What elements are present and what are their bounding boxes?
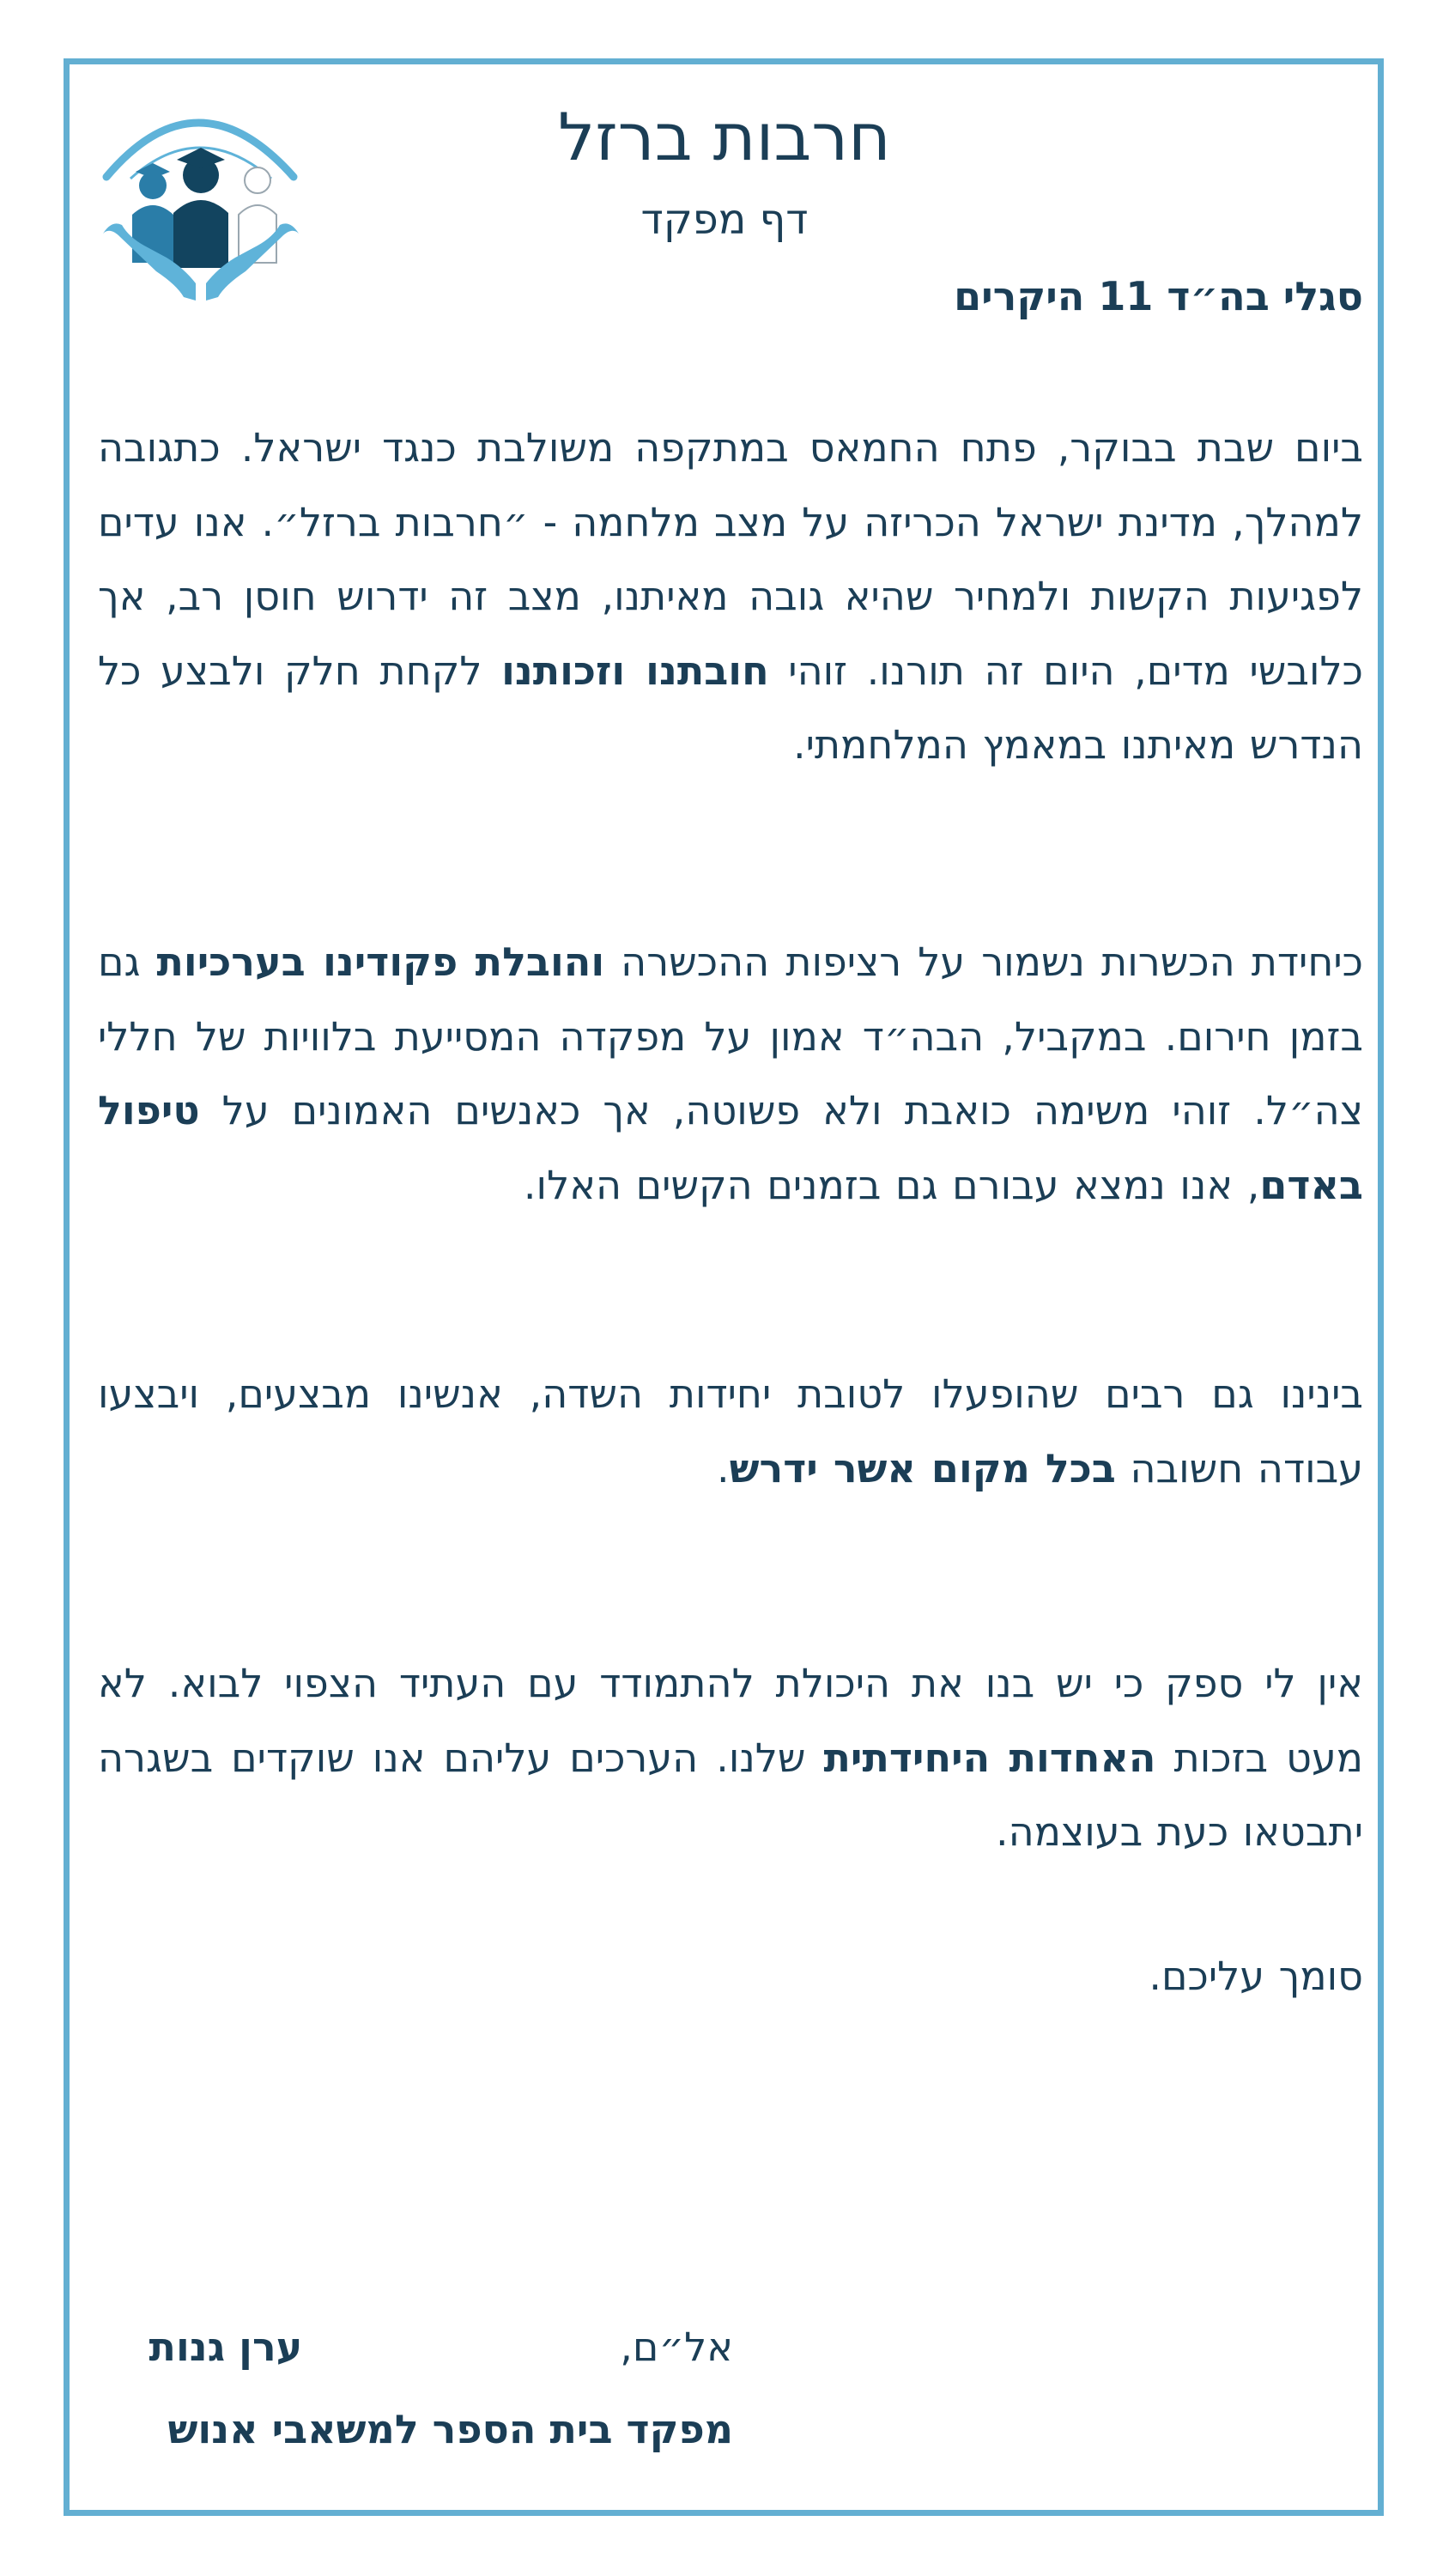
paragraph-text: , אנו נמצא עבורם גם בזמנים הקשים האלו. [523,1161,1260,1208]
emphasis-text: והובלת פקודינו בערכיות [156,939,605,985]
paragraph-text: סומך עליכם. [1149,1953,1363,1999]
emphasis-text: חובתנו וזכותנו [501,647,769,694]
emphasis-text: טיפול באדם [98,1087,1363,1208]
paragraph-5 [98,1939,1363,2014]
paragraph-text: לקחת חלק ולבצע כל הנדרש מאיתנו במאמץ המלחמתי. [98,647,1363,768]
paragraph-4 [98,1646,1363,1869]
signature-line [98,2310,733,2384]
page-title: חרבות ברזל [558,99,891,175]
paragraph-text: אין לי ספק כי יש בנו את היכולת להתמודד עם העתיד הצפוי לבוא. לא מעט בזכות [98,1660,1363,1781]
signature-rank: אל״ם, [620,2324,733,2370]
page-subtitle: דף מפקד [640,196,809,244]
paragraph-text: . [717,1444,730,1492]
school-hands-logo-icon [94,86,307,307]
paragraph-1 [98,410,1363,782]
emphasis-text: בכל מקום אשר ידרש [729,1444,1116,1492]
signature-role: מפקד בית הספר למשאבי אנוש [167,2406,733,2452]
signature-name: ערן גנות [149,2324,303,2370]
paragraph-text: בינינו גם רבים שהופעלו לטובת יחידות השדה, אנשינו מבצעים, ויבצעו עבודה חשובה [98,1370,1363,1492]
paragraph-text: ביום שבת בבוקר, פתח החמאס במתקפה משולבת כנגד ישראל. כתגובה למהלך, מדינת ישראל הכריזה על מצב מלחמה - ״חרבות ברזל״. אנו עדים לפגיעות הקשות ולמחיר שהיא גובה מאיתנו, מצב זה ידרוש חוסן רב, אך כלובשי מדים, היום זה תורנו. זוהי [98,424,1363,694]
emphasis-text: האחדות היחידתית [823,1734,1156,1781]
paragraph-text: כיחידת הכשרות נשמור על רציפות ההכשרה [604,939,1363,985]
greeting: סגלי בה״ד 11 היקרים [954,273,1363,319]
paragraph-3 [98,1357,1363,1505]
paragraph-text: שלנו. הערכים עליהם אנו שוקדים בשגרה יתבטאו כעת בעוצמה. [98,1734,1363,1855]
paragraph-2 [98,925,1363,1222]
paragraph-text: גם בזמן חירום. במקביל, הבה״ד אמון על מפקדה המסייעת בלוויות של חללי צה״ל. זוהי משימה כואבת ולא פשוטה, אך כאנשים האמונים על [98,939,1363,1133]
